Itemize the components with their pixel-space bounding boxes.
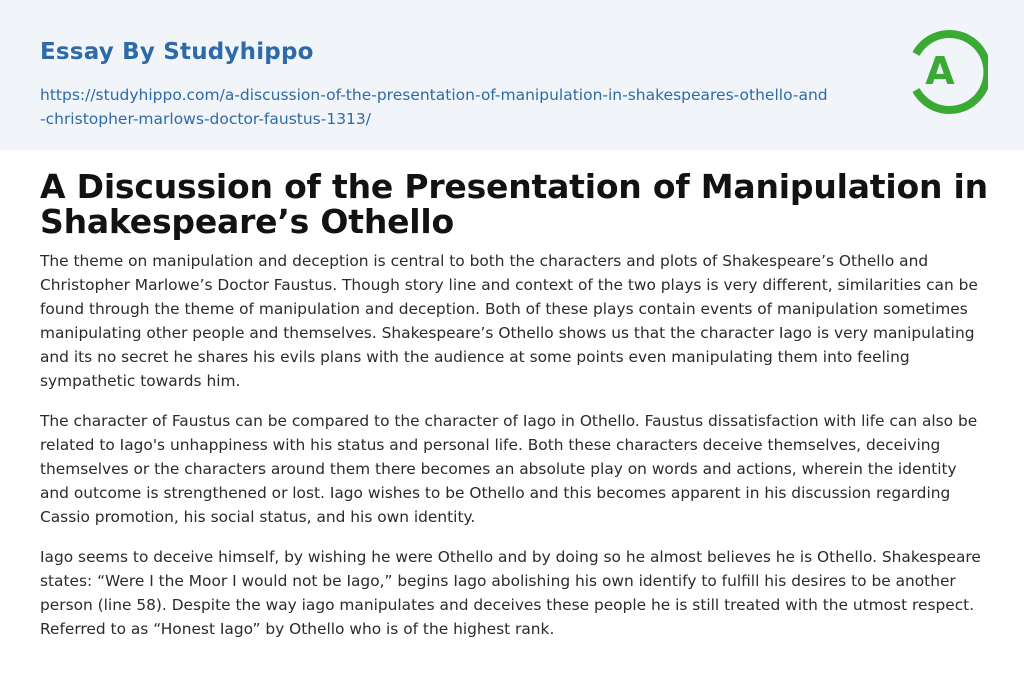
- logo-letter: A: [925, 49, 955, 93]
- logo-ring-icon: [910, 28, 988, 116]
- studyhippo-logo[interactable]: [910, 28, 988, 116]
- essay-body: [40, 249, 985, 657]
- essay-paragraph: Iago seems to deceive himself, by wishing he were Othello and by doing so he almost believes he is Othello. Shakespeare states: “Were I the Moor I would not be Iago,” begins Iago abolishing his own identify to fulfill his desires to be another person (line 58). Despite the way iago manipulates and deceives these people he is still treated with the utmost respect. Referred to as “Honest Iago” by Othello who is of the highest rank.: [40, 548, 981, 638]
- site-header: [0, 0, 1024, 150]
- essay-url-link[interactable]: https://studyhippo.com/a-discussion-of-the-presentation-of-manipulation-in-shakespeares-othello-and-christopher-marlows-doctor-faustus-1313/: [40, 86, 828, 128]
- essay-paragraph: The theme on manipulation and deception is central to both the characters and plots of Shakespeare’s Othello and Christopher Marlowe’s Doctor Faustus. Though story line and context of the two plays is very different, similarities can be found through the theme of manipulation and deception. Both of these plays contain events of manipulation sometimes manipulating other people and themselves. Shakespeare’s Othello shows us that the character Iago is very manipulating and its no secret he shares his evils plans with the audience at some points even manipulating them into feeling sympathetic towards him.: [40, 252, 978, 390]
- essay-paragraph: The character of Faustus can be compared to the character of Iago in Othello. Faustus dissatisfaction with life can also be related to Iago's unhappiness with his status and personal life. Both these characters deceive themselves, deceiving themselves or the characters around them there becomes an absolute play on words and actions, wherein the identity and outcome is strengthened or lost. Iago wishes to be Othello and this becomes apparent in his discussion regarding Cassio promotion, his social status, and his own identity.: [40, 412, 978, 526]
- essay-title: A Discussion of the Presentation of Manipulation in Shakespeare’s Othello: [40, 167, 988, 241]
- site-brand[interactable]: Essay By Studyhippo: [40, 39, 314, 65]
